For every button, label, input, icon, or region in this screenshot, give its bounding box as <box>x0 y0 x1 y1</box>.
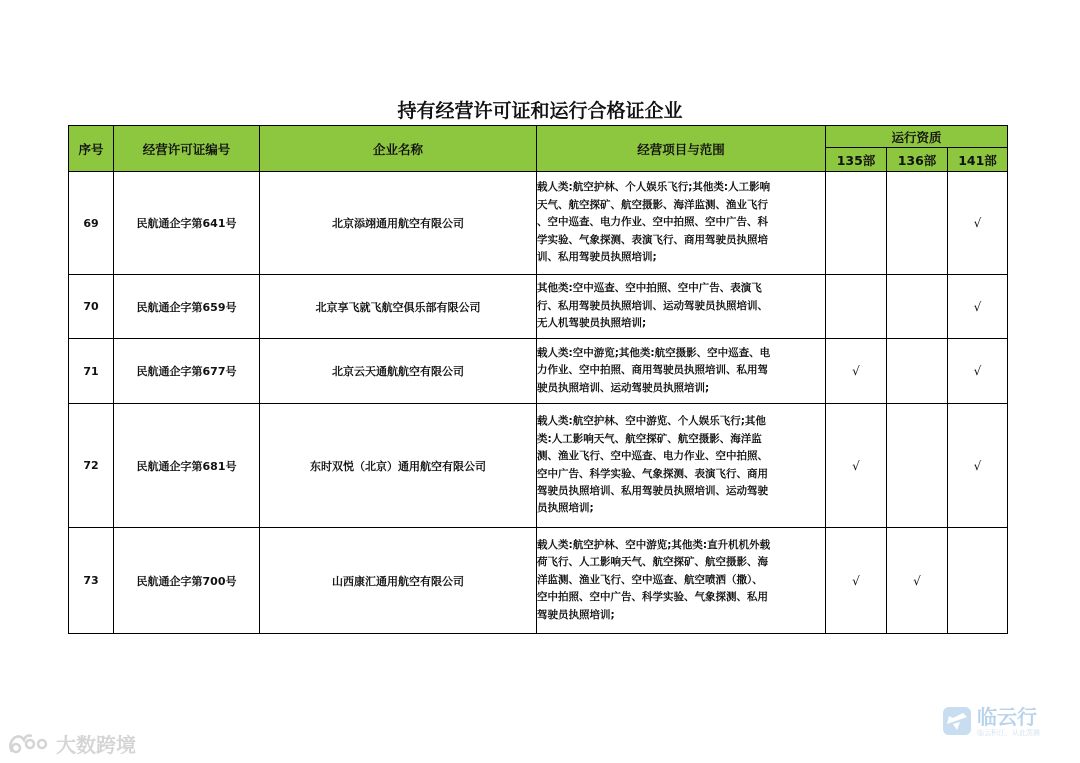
scope-line: 洋监测、渔业飞行、空中巡查、航空喷洒（撒）、 <box>537 573 763 586</box>
header-no: 序号 <box>69 126 114 172</box>
enterprise-table <box>68 125 1008 634</box>
cell-no: 72 <box>69 404 114 528</box>
watermark-left-text: 大数跨境 <box>56 732 136 757</box>
scope-line: 类:人工影响天气、航空探矿、航空摄影、海洋监 <box>537 432 762 445</box>
cell-company: 北京享飞就飞航空俱乐部有限公司 <box>260 275 537 339</box>
cell-part-136 <box>887 404 948 528</box>
watermark-right-text: 临云行 <box>977 704 1037 729</box>
cell-no: 69 <box>69 172 114 275</box>
table-row <box>69 275 1008 339</box>
table-row <box>69 339 1008 404</box>
cell-part-135: √ <box>826 528 887 634</box>
table-row <box>69 528 1008 634</box>
cell-scope <box>537 528 826 634</box>
scope-line: 力作业、空中拍照、商用驾驶员执照培训、私用驾 <box>537 364 768 377</box>
watermark-left <box>6 726 136 760</box>
cell-no: 70 <box>69 275 114 339</box>
scope-line: 载人类:航空护林、空中游览;其他类:直升机机外载 <box>537 538 771 551</box>
scope-line: 行、私用驾驶员执照培训、运动驾驶员执照培训、 <box>537 299 768 312</box>
cell-no: 71 <box>69 339 114 404</box>
cell-scope <box>537 275 826 339</box>
cell-license: 民航通企字第641号 <box>114 172 260 275</box>
cell-part-141: √ <box>948 404 1008 528</box>
cell-part-135 <box>826 275 887 339</box>
cell-scope <box>537 339 826 404</box>
page-title: 持有经营许可证和运行合格证企业 <box>397 100 683 122</box>
header-company: 企业名称 <box>260 126 537 172</box>
scope-line: 员执照培训; <box>537 502 594 515</box>
table-row <box>69 172 1008 275</box>
scope-line: 驾驶员执照培训、私用驾驶员执照培训、运动驾驶 <box>537 484 768 497</box>
cell-part-135 <box>826 172 887 275</box>
scope-line: 测、渔业飞行、空中巡查、电力作业、空中拍照、 <box>537 450 768 463</box>
cell-license: 民航通企字第659号 <box>114 275 260 339</box>
cell-company: 东时双悦（北京）通用航空有限公司 <box>260 404 537 528</box>
scope-line: 、空中巡查、电力作业、空中拍照、空中广告、科 <box>537 216 768 229</box>
scope-line: 空中广告、科学实验、气象探测、表演飞行、商用 <box>537 467 768 480</box>
header-part-141: 141部 <box>948 148 1008 172</box>
scope-line: 驾驶员执照培训; <box>537 608 615 621</box>
cell-scope <box>537 172 826 275</box>
cell-license: 民航通企字第677号 <box>114 339 260 404</box>
cell-scope <box>537 404 826 528</box>
table-body <box>69 172 1008 634</box>
header-qualification: 运行资质 <box>826 126 1008 148</box>
cell-company: 山西康汇通用航空有限公司 <box>260 528 537 634</box>
cell-part-136 <box>887 275 948 339</box>
airplane-logo-icon <box>942 704 972 738</box>
cell-company: 北京添翊通用航空有限公司 <box>260 172 537 275</box>
header-license: 经营许可证编号 <box>114 126 260 172</box>
scope-line: 荷飞行、人工影响天气、航空探矿、航空摄影、海 <box>537 556 768 569</box>
cell-part-135: √ <box>826 339 887 404</box>
scope-line: 其他类:空中巡查、空中拍照、空中广告、表演飞 <box>537 282 762 295</box>
header-part-135: 135部 <box>826 148 887 172</box>
cell-part-136: √ <box>887 528 948 634</box>
cell-part-135: √ <box>826 404 887 528</box>
scope-line: 无人机驾驶员执照培训; <box>537 317 647 330</box>
cell-company: 北京云天通航航空有限公司 <box>260 339 537 404</box>
watermark-right <box>942 698 1062 744</box>
scope-line: 载人类:航空护林、空中游览、个人娱乐飞行;其他 <box>537 415 766 428</box>
header-scope: 经营项目与范围 <box>537 126 826 172</box>
cell-part-141 <box>948 528 1008 634</box>
scope-line: 学实验、气象探测、表演飞行、商用驾驶员执照培 <box>537 233 768 246</box>
watermark-right-subtitle: 临云积江，从此蒸腾 <box>977 728 1040 737</box>
cell-part-136 <box>887 339 948 404</box>
cell-license: 民航通企字第700号 <box>114 528 260 634</box>
table-row <box>69 404 1008 528</box>
cell-no: 73 <box>69 528 114 634</box>
scope-line: 载人类:航空护林、个人娱乐飞行;其他类:人工影响 <box>537 181 771 194</box>
scope-line: 载人类:空中游览;其他类:航空摄影、空中巡查、电 <box>537 346 771 359</box>
header-part-136: 136部 <box>887 148 948 172</box>
cell-part-141: √ <box>948 172 1008 275</box>
scope-line: 驶员执照培训、运动驾驶员执照培训; <box>537 381 710 394</box>
scope-line: 空中拍照、空中广告、科学实验、气象探测、私用 <box>537 591 768 604</box>
cell-license: 民航通企字第681号 <box>114 404 260 528</box>
cell-part-136 <box>887 172 948 275</box>
cell-part-141: √ <box>948 275 1008 339</box>
scope-line: 天气、航空探矿、航空摄影、海洋监测、渔业飞行 <box>537 198 768 211</box>
cell-part-141: √ <box>948 339 1008 404</box>
scope-line: 训、私用驾驶员执照培训; <box>537 251 657 264</box>
weibo-logo-icon <box>6 728 52 758</box>
